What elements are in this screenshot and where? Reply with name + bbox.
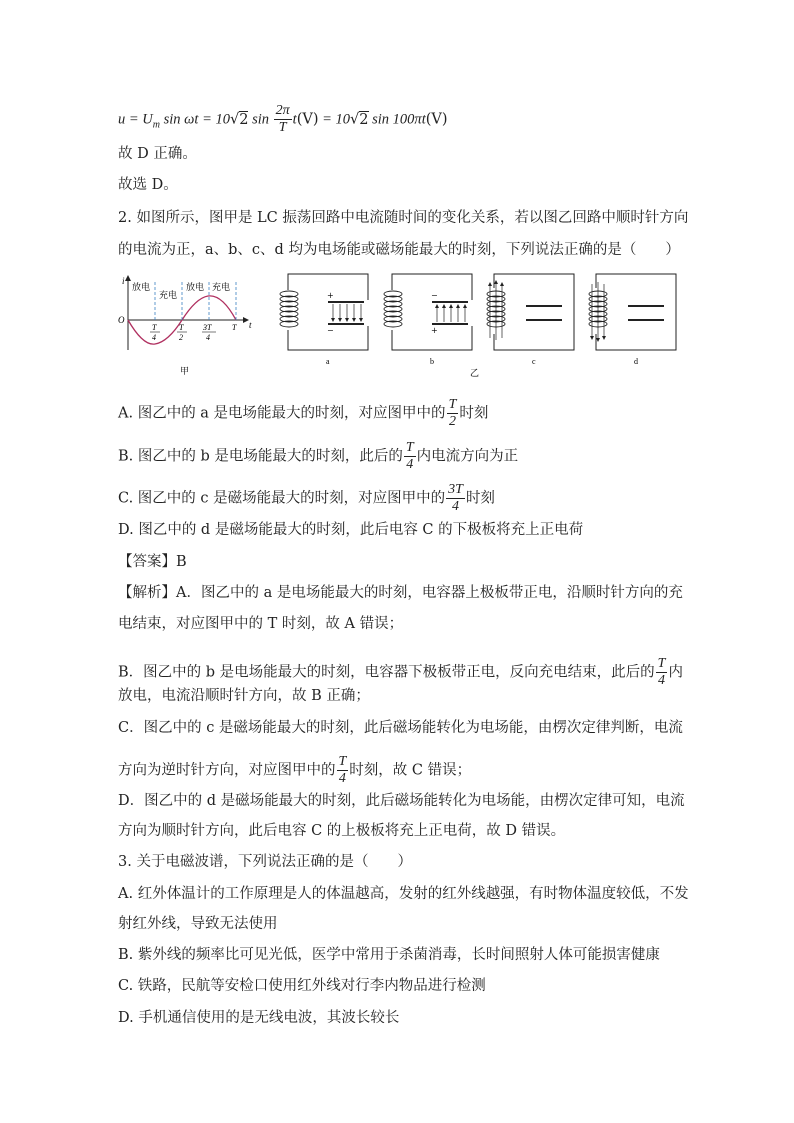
option-b-num: T <box>405 440 414 455</box>
formula-lhs: u = U <box>118 111 153 128</box>
sqrt-arg: 2 <box>239 111 249 128</box>
formula-eq2: = 10 <box>318 111 351 128</box>
q1-choice: 故选 D。 <box>118 177 178 193</box>
formula-tail: sin 100πt <box>368 111 426 128</box>
q3-option-b: B. 紫外线的频率比可见光低，医学中常用于杀菌消毒，长时间照射人体可能损害健康 <box>118 947 660 963</box>
q2-figure <box>118 270 678 380</box>
option-c-frac <box>446 482 465 515</box>
q2-option-a <box>118 397 488 430</box>
tick-3T4-num: 3T <box>203 323 212 332</box>
q3-option-d: D. 手机通信使用的是无线电波，其波长较长 <box>118 1010 400 1026</box>
option-c-num: 3T <box>448 482 463 497</box>
field-arrows-a <box>331 318 363 322</box>
option-a-num: T <box>448 397 457 412</box>
label-discharge-1: 放电 <box>132 283 151 293</box>
sign-a-top: + <box>327 291 334 300</box>
q2-option-d: D. 图乙中的 d 是磁场能最大的时刻，此后电容 C 的下极板将充上正电荷 <box>118 522 584 538</box>
analysis-c2-text: 方向为逆时针方向，对应图甲中的 <box>118 762 336 779</box>
formula-unit2: (V) <box>425 111 448 128</box>
formula-unit1: (V) <box>296 111 319 128</box>
formula-line <box>118 103 448 136</box>
analysis-b1-text: B．图乙中的 b 是电场能最大的时刻，电容器下极板带正电，反向充电结束，此后的 <box>118 664 655 681</box>
q2-analysis-c2 <box>118 754 471 787</box>
q2-stem-line1: 2. 如图所示，图甲是 LC 振荡回路中电流随时间的变化关系，若以图乙回路中顺时针方向 <box>118 210 689 226</box>
tick-3T4-den: 4 <box>206 333 210 342</box>
analysis-b1-post: 内 <box>668 664 683 681</box>
circuit-d <box>589 274 676 366</box>
circuit-label-c: c <box>532 357 536 366</box>
circuit-label-d: d <box>634 357 638 366</box>
q2-analysis-b2: 放电，电流沿顺时针方向，故 B 正确； <box>118 688 370 704</box>
q1-conclusion: 故 D 正确。 <box>118 146 197 162</box>
option-c-text: C. 图乙中的 c 是磁场能最大的时刻，对应图甲中的 <box>118 490 446 507</box>
q2-stem-line2: 的电流为正，a、b、c、d 均为电场能或磁场能最大的时刻，下列说法正确的是（ ） <box>118 242 680 258</box>
analysis-c2-frac <box>337 754 349 787</box>
formula-frac <box>274 103 292 136</box>
analysis-c2-den: 4 <box>338 771 346 786</box>
q3-option-c: C. 铁路，民航等安检口使用红外线对行李内物品进行检测 <box>118 978 486 994</box>
frac-den: T <box>278 120 287 135</box>
q2-analysis-c1: C．图乙中的 c 是磁场能最大的时刻，此后磁场能转化为电场能，由楞次定律判断，电流 <box>118 720 683 736</box>
origin-label: O <box>118 315 125 325</box>
loop-b <box>392 274 472 350</box>
q2-option-c <box>118 482 495 515</box>
axis-t-label: t <box>249 320 252 330</box>
option-a-text: A. 图乙中的 a 是电场能最大的时刻，对应图甲中的 <box>118 405 446 422</box>
figure-svg <box>118 270 678 380</box>
graph-jia <box>118 275 252 377</box>
sign-a-bottom: − <box>327 326 334 335</box>
analysis-b1-num: T <box>657 656 666 671</box>
option-b-frac <box>404 440 416 473</box>
q3-stem: 3. 关于电磁波谱，下列说法正确的是（ ） <box>118 854 412 870</box>
analysis-b1-frac <box>656 656 668 689</box>
option-a-post: 时刻 <box>459 405 489 422</box>
formula-t: t <box>292 111 297 128</box>
q2-analysis-a2: 电结束，对应图甲中的 T 时刻，故 A 错误； <box>118 616 404 632</box>
sqrt-arg-2: 2 <box>359 111 369 128</box>
q2-analysis-d1: D．图乙中的 d 是磁场能最大的时刻，此后磁场能转化为电场能，由楞次定律可知，电流 <box>118 793 685 809</box>
y-arrow <box>125 275 131 281</box>
circuit-a <box>280 274 376 366</box>
q3-option-a2: 射红外线，导致无法使用 <box>118 916 278 932</box>
q3-option-a1: A. 红外体温计的工作原理是人的体温越高，发射的红外线越强，有时物体温度较低，不发 <box>118 886 689 902</box>
tick-T4-num: T <box>152 323 157 332</box>
tick-T2-den: 2 <box>179 333 183 342</box>
q2-analysis-a1: 【解析】A．图乙中的 a 是电场能最大的时刻，电容器上极板带正电，沿顺时针方向的充 <box>118 585 683 601</box>
loop-a <box>288 274 368 350</box>
tick-T4-den: 4 <box>152 333 156 342</box>
sqrt-symbol: √ <box>229 111 240 128</box>
option-a-den: 2 <box>448 414 456 429</box>
circuit-b <box>384 274 480 366</box>
option-c-den: 4 <box>452 499 460 514</box>
label-discharge-2: 放电 <box>186 283 205 293</box>
option-b-text: B. 图乙中的 b 是电场能最大的时刻，此后的 <box>118 448 403 465</box>
tick-T2-num: T <box>179 323 184 332</box>
option-b-post: 内电流方向为正 <box>416 448 519 465</box>
formula-part1: sin ωt = 10 <box>160 111 230 128</box>
sign-b-top: − <box>431 291 438 300</box>
formula-sub: m <box>152 119 160 131</box>
sqrt-symbol-2: √ <box>350 111 360 128</box>
circuit-c <box>487 274 574 366</box>
label-charge-2: 充电 <box>212 283 231 293</box>
label-charge-1: 充电 <box>159 291 178 301</box>
field-arrows-b <box>435 304 467 308</box>
analysis-c2-num: T <box>338 754 347 769</box>
option-b-den: 4 <box>406 457 414 472</box>
circuit-label-b: b <box>430 357 434 366</box>
q2-option-b <box>118 440 518 473</box>
sign-b-bottom: + <box>431 326 438 335</box>
formula-sin: sin <box>248 111 273 128</box>
q2-analysis-d2: 方向为顺时针方向，此后电容 C 的上极板将充上正电荷，故 D 错误。 <box>118 823 566 839</box>
tick-T: T <box>232 323 237 332</box>
tick-labels <box>150 323 237 342</box>
axis-i-label: i <box>122 276 125 286</box>
caption-jia: 甲 <box>180 367 190 377</box>
frac-num: 2π <box>275 103 290 118</box>
analysis-c2-post: 时刻，故 C 错误； <box>349 762 472 779</box>
q2-answer: 【答案】B <box>118 554 187 570</box>
caption-yi: 乙 <box>470 369 480 379</box>
circuit-label-a: a <box>326 357 330 366</box>
option-c-post: 时刻 <box>465 490 495 507</box>
option-a-frac <box>447 397 459 430</box>
analysis-b1-den: 4 <box>658 673 666 688</box>
